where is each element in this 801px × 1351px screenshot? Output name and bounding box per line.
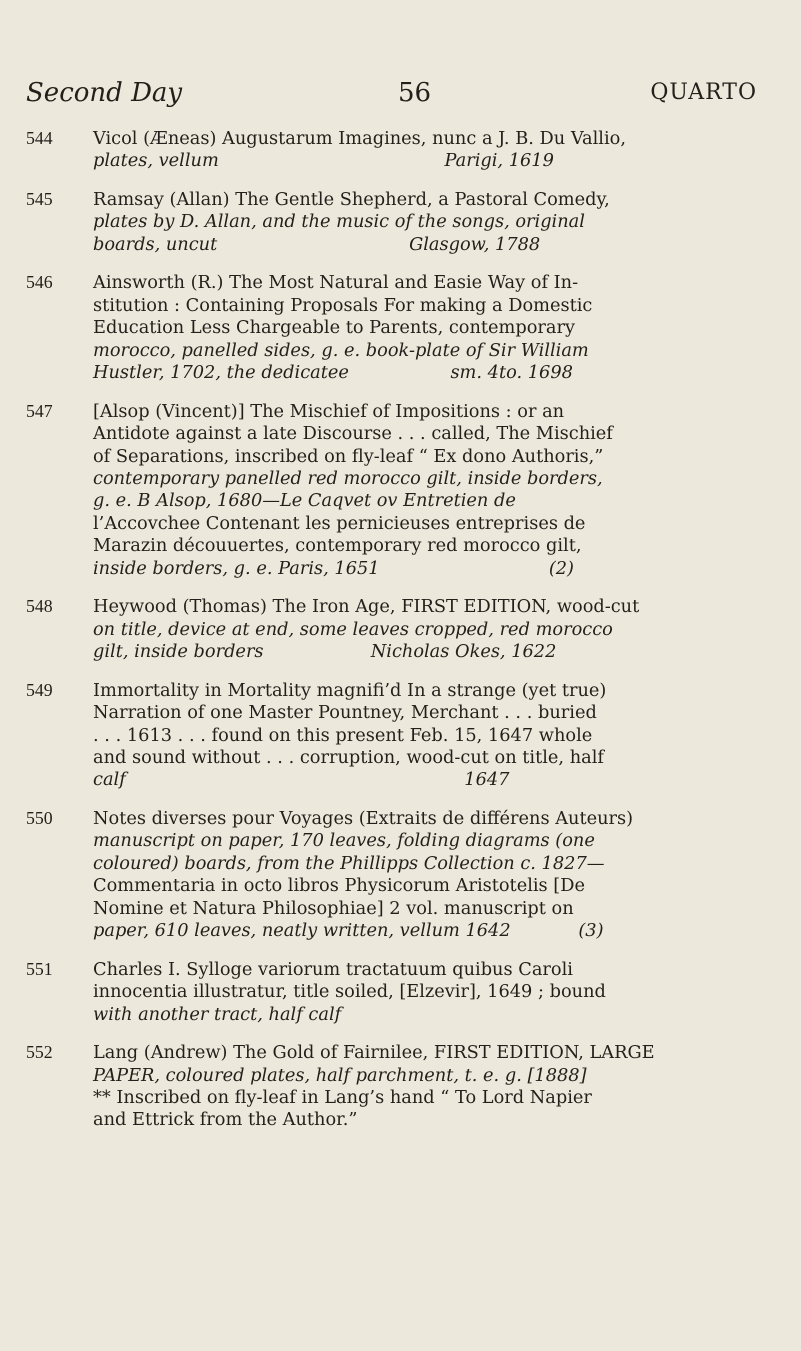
page-header bbox=[26, 78, 757, 118]
entry-line: g. e. B Alsop, 1680—Le Caqvet ov Entretien de bbox=[93, 491, 516, 512]
entry-line: gilt, inside borders Nicholas Okes, 1622 bbox=[93, 642, 557, 663]
entry-line: manuscript on paper, 170 leaves, folding diagrams (one bbox=[93, 831, 595, 852]
entry-line: and sound without . . . corruption, wood-cut on title, half bbox=[93, 748, 604, 769]
entry-line: and Ettrick from the Author.” bbox=[93, 1110, 358, 1131]
entry-line: Ramsay (Allan) The Gentle Shepherd, a Pastoral Comedy, bbox=[93, 189, 610, 210]
lot-number: 546 bbox=[26, 272, 53, 293]
entry-description bbox=[93, 401, 763, 581]
entry-line: contemporary panelled red morocco gilt, inside borders, bbox=[93, 468, 603, 489]
running-head-day: Second Day bbox=[26, 78, 183, 108]
entry-line: . . . 1613 . . . found on this present Feb. 15, 1647 whole bbox=[93, 725, 593, 746]
entry-line: l’Accovchee Contenant les pernicieuses entreprises de bbox=[93, 513, 586, 534]
entry-description bbox=[93, 959, 763, 1026]
entry-line: plates, vellum Parigi, 1619 bbox=[93, 151, 554, 172]
entry-line: Notes diverses pour Voyages (Extraits de différens Auteurs) bbox=[93, 808, 634, 829]
entry-description bbox=[93, 272, 763, 384]
entry-line: inside borders, g. e. Paris, 1651 (2) bbox=[93, 558, 574, 579]
entry-line: Nomine et Natura Philosophiae] 2 vol. manuscript on bbox=[93, 898, 574, 919]
entry-line: Narration of one Master Pountney, Merchant . . . buried bbox=[93, 703, 597, 724]
entry-line: Immortality in Mortality magnifi’d In a strange (yet true) bbox=[93, 680, 607, 701]
entry-line: Antidote against a late Discourse . . . called, The Mischief bbox=[93, 424, 613, 445]
entry-line: Commentaria in octo libros Physicorum Aristotelis [De bbox=[93, 876, 585, 897]
lot-number: 549 bbox=[26, 679, 53, 700]
entry-line: paper, 610 leaves, neatly written, vellum 1642 (3) bbox=[93, 921, 604, 942]
entry-line: Marazin découuertes, contemporary red morocco gilt, bbox=[93, 536, 582, 557]
entry-line: coloured) boards, from the Phillipps Collection c. 1827— bbox=[93, 853, 605, 874]
entry-line: on title, device at end, some leaves cropped, red morocco bbox=[93, 619, 613, 640]
lot-number: 550 bbox=[26, 807, 53, 828]
entry-line: morocco, panelled sides, g. e. book-plate of Sir William bbox=[93, 340, 589, 361]
lot-number: 548 bbox=[26, 596, 53, 617]
lot-number: 552 bbox=[26, 1042, 53, 1063]
entry-line: boards, uncut Glasgow, 1788 bbox=[93, 234, 541, 255]
entry-line: [Alsop (Vincent)] The Mischief of Impositions : or an bbox=[93, 401, 565, 422]
entry-line: Hustler, 1702, the dedicatee sm. 4to. 1698 bbox=[93, 363, 573, 384]
lot-number: 551 bbox=[26, 958, 53, 979]
entry-description bbox=[93, 1042, 763, 1132]
entry-description bbox=[93, 680, 763, 792]
entry-line: Heywood (Thomas) The Iron Age, FIRST EDITION, wood-cut bbox=[93, 597, 640, 618]
entry-line: Ainsworth (R.) The Most Natural and Easie Way of In- bbox=[93, 273, 579, 294]
entry-line: Education Less Chargeable to Parents, contemporary bbox=[93, 318, 576, 339]
entry-line: Charles I. Sylloge variorum tractatuum quibus Caroli bbox=[93, 959, 573, 980]
entry-description bbox=[93, 189, 763, 256]
entry-line: of Separations, inscribed on fly-leaf “ Ex dono Authoris,” bbox=[93, 446, 604, 467]
entry-line: innocentia illustratur, title soiled, [Elzevir], 1649 ; bound bbox=[93, 982, 606, 1003]
entry-line: calf 1647 bbox=[93, 770, 510, 791]
running-head-format: QUARTO bbox=[650, 80, 757, 105]
lot-number: 547 bbox=[26, 400, 53, 421]
entry-line: ** Inscribed on fly-leaf in Lang’s hand “ To Lord Napier bbox=[93, 1088, 592, 1108]
entry-line: with another tract, half calf bbox=[93, 1004, 342, 1025]
lot-number: 545 bbox=[26, 188, 53, 209]
entry-line: plates by D. Allan, and the music of the songs, original bbox=[93, 212, 585, 233]
lot-number: 544 bbox=[26, 128, 53, 148]
entry-description bbox=[93, 596, 763, 663]
entry-line: stitution : Containing Proposals For making a Domestic bbox=[93, 295, 593, 316]
entry-description bbox=[93, 128, 763, 173]
entry-line: Vicol (Æneas) Augustarum Imagines, nunc a J. B. Du Vallio, bbox=[93, 129, 626, 149]
page-number: 56 bbox=[398, 78, 432, 108]
entry-description bbox=[93, 808, 763, 943]
entry-line: Lang (Andrew) The Gold of Fairnilee, FIRST EDITION, LARGE bbox=[93, 1043, 655, 1064]
entry-line: PAPER, coloured plates, half parchment, t. e. g. [1888] bbox=[93, 1065, 587, 1086]
